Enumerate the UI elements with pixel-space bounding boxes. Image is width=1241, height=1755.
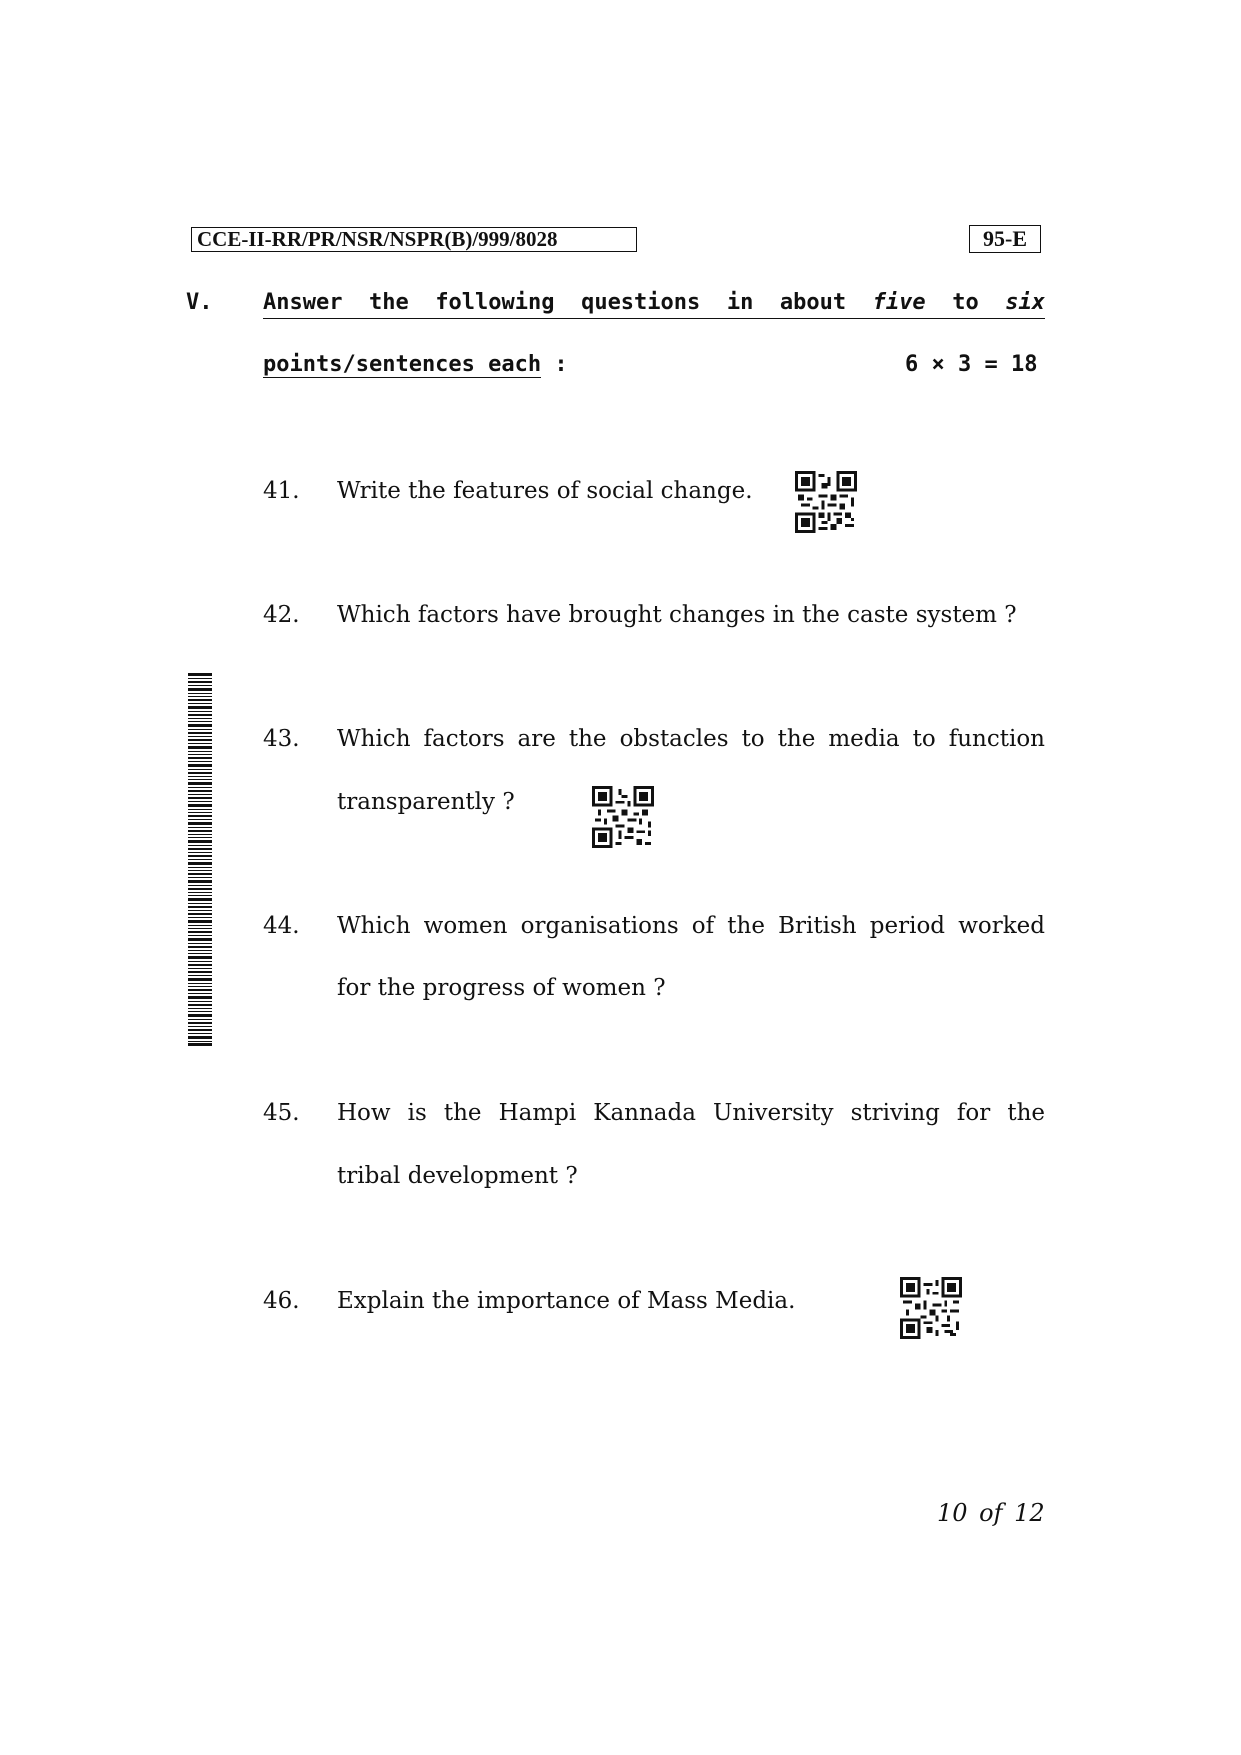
section-number: V.: [186, 290, 213, 315]
question-number: 44.: [263, 913, 300, 939]
question-number: 45.: [263, 1100, 300, 1126]
question-number: 41.: [263, 478, 300, 504]
qr-code-icon: [900, 1277, 962, 1339]
question-text: tribal development ?: [337, 1163, 578, 1189]
question-text: Write the features of social change.: [337, 478, 753, 504]
question-text: Which women organisations of the British period worked: [337, 913, 1045, 939]
question-text: How is the Hampi Kannada University striving for the: [337, 1100, 1045, 1126]
section-instruction-line2: [263, 350, 568, 380]
instruction-text-b: to: [925, 290, 1006, 315]
qr-code-icon: [592, 786, 654, 848]
question-text: for the progress of women ?: [337, 975, 666, 1001]
instruction-emphasis-five: five: [872, 290, 926, 315]
question-number: 46.: [263, 1288, 300, 1314]
section-instruction-line1: [263, 288, 1045, 319]
qr-code-icon: [795, 471, 857, 533]
question-text: Explain the importance of Mass Media.: [337, 1288, 796, 1314]
instruction-text-a: Answer the following questions in about: [263, 290, 873, 315]
question-text: transparently ?: [337, 789, 515, 815]
paper-code-box: 95-E: [969, 225, 1041, 253]
question-text: Which factors have brought changes in the caste system ?: [337, 602, 1017, 628]
barcode-icon: [188, 673, 212, 1046]
question-number: 42.: [263, 602, 300, 628]
page-number: 10 of 12: [937, 1499, 1045, 1527]
instruction-emphasis-six: six: [1005, 290, 1045, 315]
exam-code-box: CCE-II-RR/PR/NSR/NSPR(B)/999/8028: [191, 227, 637, 252]
question-number: 43.: [263, 726, 300, 752]
instruction-text-c: points/sentences each: [263, 352, 542, 377]
question-text: Which factors are the obstacles to the media to function: [337, 726, 1045, 752]
section-marks: 6 × 3 = 18: [905, 352, 1038, 377]
instruction-colon: :: [541, 352, 568, 377]
